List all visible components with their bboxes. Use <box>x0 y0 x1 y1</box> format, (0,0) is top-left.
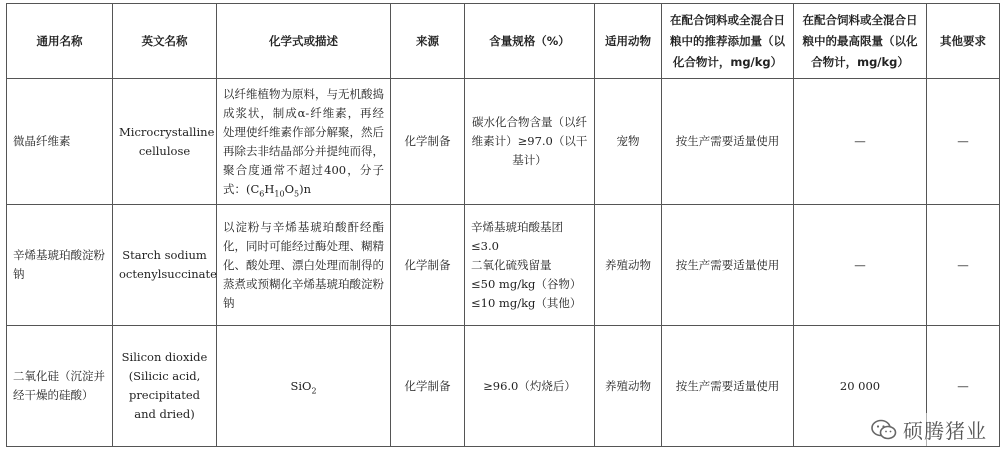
feed-additive-table <box>6 3 1000 447</box>
chem-formula: $(C_6H_{10}O_5)n$ <box>246 181 312 198</box>
cell-english: Microcrystalline cellulose <box>113 79 217 205</box>
cell-english: Silicon dioxide (Silicic acid, precipitated and dried) <box>113 326 217 447</box>
table-row <box>7 326 1000 447</box>
cell-max: — <box>794 79 927 205</box>
header-other: 其他要求 <box>927 4 1000 79</box>
cell-max: — <box>794 205 927 326</box>
cell-recommended: 按生产需要适量使用 <box>662 326 794 447</box>
cell-content: 碳水化合物含量（以纤维素计）≥97.0（以干基计） <box>465 79 595 205</box>
cell-animals: 养殖动物 <box>595 205 662 326</box>
cell-content: ≥96.0（灼烧后） <box>465 326 595 447</box>
table-row <box>7 205 1000 326</box>
watermark-text: 硕腾猪业 <box>903 419 987 443</box>
cell-name: 辛烯基琥珀酸淀粉钠 <box>7 205 113 326</box>
wechat-icon <box>871 419 897 441</box>
header-animals: 适用动物 <box>595 4 662 79</box>
content-line: 二氧化硫残留量 <box>471 257 552 272</box>
table-row <box>7 79 1000 205</box>
content-line: 辛烯基琥珀酸基团 <box>471 219 563 234</box>
header-source: 来源 <box>391 4 465 79</box>
cell-source: 化学制备 <box>391 205 465 326</box>
chem-formula: SiO$_2$ <box>290 378 317 395</box>
header-max: 在配合饲料或全混合日粮中的最高限量（以化合物计，mg/kg） <box>794 4 927 79</box>
formula-text: 以纤维植物为原料，与无机酸捣成浆状，制成α-纤维素，再经处理使纤维素作部分解聚，然后再除去非结晶部分并提纯而得，聚合度通常不超过400，分子式： <box>223 86 384 196</box>
cell-formula <box>217 79 391 205</box>
cell-formula <box>217 326 391 447</box>
header-name: 通用名称 <box>7 4 113 79</box>
cell-formula: 以淀粉与辛烯基琥珀酸酐经酯化，同时可能经过酶处理、糊精化、酸处理、漂白处理而制得的蒸煮或预糊化辛烯基琥珀酸淀粉钠 <box>217 205 391 326</box>
header-formula: 化学式或描述 <box>217 4 391 79</box>
header-row <box>7 4 1000 79</box>
cell-animals: 养殖动物 <box>595 326 662 447</box>
watermark <box>867 413 991 446</box>
header-content: 含量规格（%） <box>465 4 595 79</box>
cell-other: — <box>927 205 1000 326</box>
cell-other: — <box>927 79 1000 205</box>
content-line: ≤3.0 <box>471 238 499 253</box>
cell-name: 二氧化硅（沉淀并经干燥的硅酸） <box>7 326 113 447</box>
content-line: ≤50 mg/kg（谷物） <box>471 276 582 291</box>
cell-animals: 宠物 <box>595 79 662 205</box>
cell-content <box>465 205 595 326</box>
cell-source: 化学制备 <box>391 326 465 447</box>
cell-english: Starch sodium octenylsuccinate <box>113 205 217 326</box>
cell-other: — <box>927 326 1000 447</box>
header-english: 英文名称 <box>113 4 217 79</box>
cell-source: 化学制备 <box>391 79 465 205</box>
cell-recommended: 按生产需要适量使用 <box>662 79 794 205</box>
cell-name: 微晶纤维素 <box>7 79 113 205</box>
cell-recommended: 按生产需要适量使用 <box>662 205 794 326</box>
content-line: ≤10 mg/kg（其他） <box>471 295 582 310</box>
cell-max: 20 000 <box>794 326 927 447</box>
header-recommended: 在配合饲料或全混合日粮中的推荐添加量（以化合物计，mg/kg） <box>662 4 794 79</box>
